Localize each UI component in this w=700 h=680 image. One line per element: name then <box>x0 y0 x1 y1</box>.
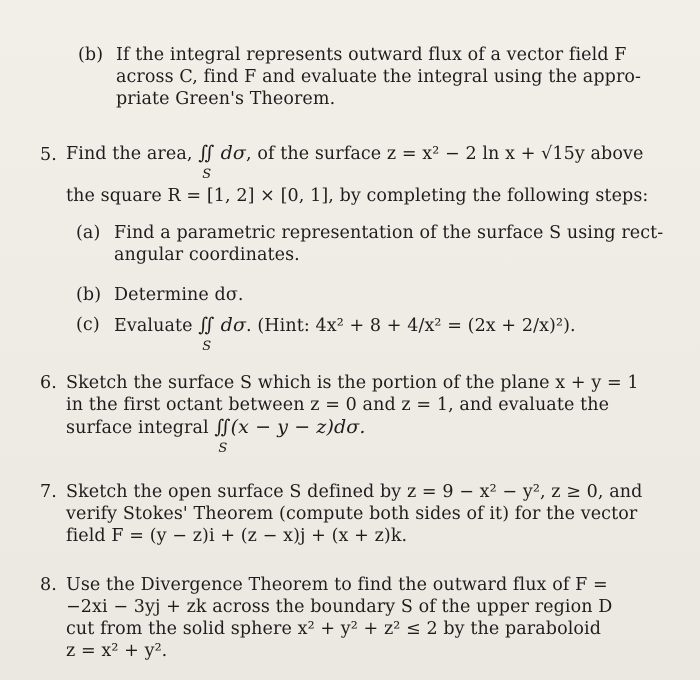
problem-5a-line-2: angular coordinates. <box>114 245 300 265</box>
problem-6-line-1: Sketch the surface S which is the portion of the plane x + y = 1 <box>66 373 639 393</box>
problem-5b <box>76 284 244 306</box>
problem-5a <box>76 222 663 266</box>
problem-5c-label: (c) <box>76 315 100 335</box>
problem-4b <box>78 44 641 110</box>
problem-6-line-2: in the first octant between z = 0 and z = 1, and evaluate the <box>66 395 610 415</box>
problem-7-line-1: Sketch the open surface S defined by z = 9 − x² − y², z ≥ 0, and <box>66 482 643 502</box>
problem-5c-hint: . (Hint: 4x² + 8 + 4/x² = (2x + 2/x)²). <box>246 316 576 336</box>
problem-5c-integral-limit: S <box>202 339 212 354</box>
problem-7 <box>40 481 642 547</box>
problem-5-area-integral-sign: ∬ dσ <box>198 142 246 164</box>
problem-8-number: 8. <box>40 575 57 595</box>
problem-5-line-2: the square R = [1, 2] × [0, 1], by completing the following steps: <box>66 186 649 206</box>
problem-6-line-3-pre: surface integral <box>66 418 209 438</box>
problem-7-line-3: field F = (y − z)i + (z − x)j + (x + z)k. <box>66 526 408 546</box>
problem-5-line-1 <box>66 142 648 182</box>
problem-5-line-1-pre: Find the area, <box>66 144 193 164</box>
problem-5-area-integral <box>198 142 246 182</box>
problem-5c <box>76 314 576 354</box>
problem-5-area-integral-limit: S <box>202 167 212 182</box>
problem-8-line-2: −2xi − 3yj + zk across the boundary S of the upper region D <box>66 597 613 617</box>
problem-4b-line-3: priate Green's Theorem. <box>116 89 336 109</box>
problem-5c-pre: Evaluate <box>114 316 193 336</box>
problem-6-surface-integral <box>214 416 366 456</box>
problem-6 <box>40 372 639 456</box>
problem-5-line-1-post: , of the surface z = x² − 2 ln x + √15y above <box>246 144 644 164</box>
problem-8 <box>40 574 612 662</box>
problem-7-number: 7. <box>40 482 57 502</box>
problem-5c-integral <box>198 314 247 354</box>
problem-6-line-3 <box>66 416 639 456</box>
problem-5b-text: Determine dσ. <box>114 285 244 305</box>
problem-8-line-1: Use the Divergence Theorem to find the outward flux of F = <box>66 575 608 595</box>
problem-4b-line-2: across C, find F and evaluate the integral using the appro- <box>116 67 642 87</box>
problem-8-line-3: cut from the solid sphere x² + y² + z² ≤ 2 by the paraboloid <box>66 619 602 639</box>
problem-5b-label: (b) <box>76 285 102 305</box>
problem-8-line-4: z = x² + y². <box>66 641 168 661</box>
problem-7-line-2: verify Stokes' Theorem (compute both sides of it) for the vector <box>66 504 638 524</box>
problem-5a-line-1: Find a parametric representation of the surface S using rect- <box>114 223 664 243</box>
problem-6-surface-integral-expr: ∬(x − y − z)dσ. <box>214 416 366 438</box>
problem-5c-integral-sign: ∬ dσ <box>198 314 247 336</box>
problem-5 <box>40 142 648 207</box>
problem-4b-label: (b) <box>78 45 104 65</box>
problem-4b-line-1: If the integral represents outward flux of a vector field F <box>116 45 627 65</box>
problem-6-surface-integral-limit: S <box>218 441 228 456</box>
problem-5-number: 5. <box>40 145 57 165</box>
problem-6-number: 6. <box>40 373 57 393</box>
problem-5a-label: (a) <box>76 223 101 243</box>
